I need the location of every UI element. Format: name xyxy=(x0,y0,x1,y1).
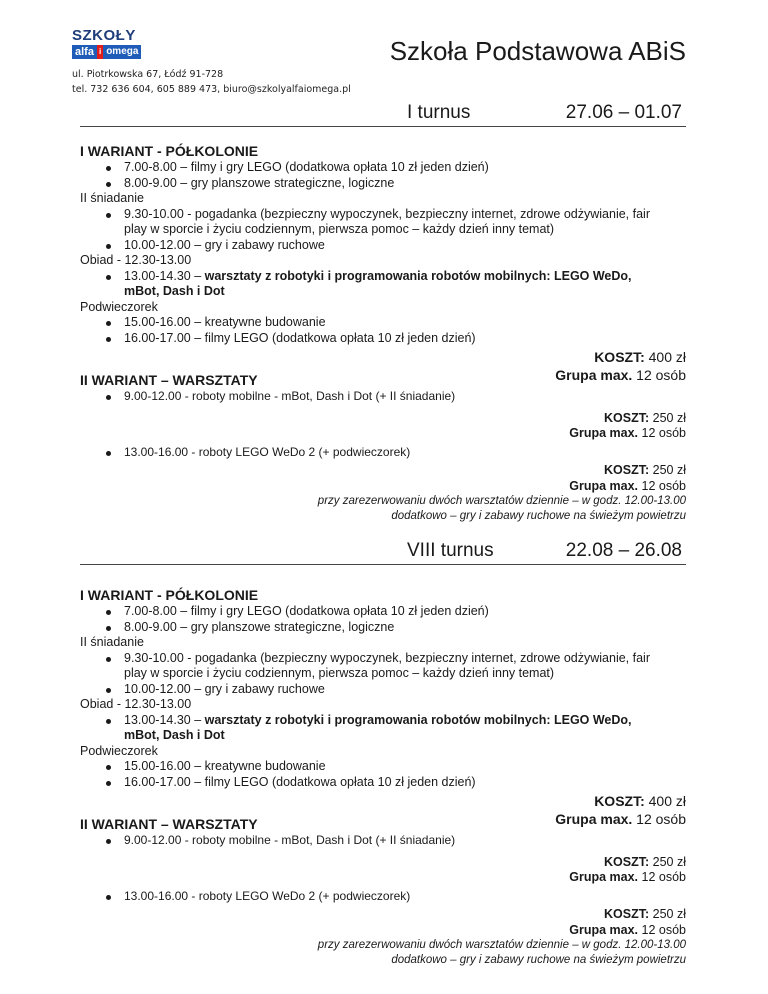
variant-title: I WARIANT - PÓŁKOLONIE xyxy=(80,143,259,159)
group-label: Grupa max. xyxy=(569,870,639,884)
workshop-time: 13.00-14.30 – xyxy=(124,268,205,283)
address-block xyxy=(72,67,351,97)
logo-text-szkoly: SZKOŁY xyxy=(72,27,136,44)
list-item: 8.00-9.00 – gry planszowe strategiczne, logiczne xyxy=(80,620,686,636)
address-contact: tel. 732 636 604, 605 889 473, biuro@szkolyalfaiomega.pl xyxy=(72,84,351,95)
logo-omega: omega xyxy=(103,45,141,59)
cost-value: 250 zł xyxy=(652,463,686,477)
variant-2-section xyxy=(80,815,686,968)
list-item: 8.00-9.00 – gry planszowe strategiczne, logiczne xyxy=(80,176,686,192)
list-item-line: 9.30-10.00 - pogadanka (bezpieczny wypoczynek, bezpieczny internet, zdrowe odżywianie, fair xyxy=(124,206,650,221)
list-item: 16.00-17.00 – filmy LEGO (dodatkowa opłata 10 zł jeden dzień) xyxy=(80,775,686,791)
list-item: 13.00-16.00 - roboty LEGO WeDo 2 (+ podwieczorek) xyxy=(80,889,686,905)
variant-title: II WARIANT – WARSZTATY xyxy=(80,372,258,388)
list-item: 7.00-8.00 – filmy i gry LEGO (dodatkowa opłata 10 zł jeden dzień) xyxy=(80,604,686,620)
cost-value: 400 zł xyxy=(648,793,686,809)
cost-label: KOSZT: xyxy=(604,854,650,869)
cost-line xyxy=(80,907,686,923)
meal-label: II śniadanie xyxy=(80,635,144,649)
school-name: Szkoła Podstawowa ABiS xyxy=(389,36,686,66)
variant-1-section xyxy=(80,142,686,384)
list-item xyxy=(80,713,686,744)
workshop-title: warsztaty z robotyki i programowania robotów mobilnych: LEGO WeDo, xyxy=(204,712,632,727)
cost-label: KOSZT: xyxy=(604,410,650,425)
turn-heading xyxy=(80,102,686,127)
list-item: 13.00-16.00 - roboty LEGO WeDo 2 (+ podwieczorek) xyxy=(80,445,686,461)
group-value: 12 osób xyxy=(641,478,686,493)
turn-heading xyxy=(80,540,686,565)
cost-line xyxy=(80,348,686,366)
cost-label: KOSZT: xyxy=(594,793,645,809)
address-street: ul. Piotrkowska 67, Łódź 91-728 xyxy=(72,69,224,80)
variant-1-section xyxy=(80,586,686,828)
group-line xyxy=(80,923,686,939)
note-line: dodatkowo – gry i zabawy ruchowe na świeżym powietrzu xyxy=(391,954,686,966)
variant-title: I WARIANT - PÓŁKOLONIE xyxy=(80,587,259,603)
cost-label: KOSZT: xyxy=(604,907,650,921)
cost-line xyxy=(80,792,686,810)
list-item-line: 9.30-10.00 - pogadanka (bezpieczny wypoczynek, bezpieczny internet, zdrowe odżywianie, fair xyxy=(124,650,650,665)
group-label: Grupa max. xyxy=(555,367,633,383)
group-value: 12 osób xyxy=(641,426,686,440)
cost-line xyxy=(80,463,686,479)
group-label: Grupa max. xyxy=(569,922,639,937)
group-value: 12 osób xyxy=(636,811,686,827)
list-item: 16.00-17.00 – filmy LEGO (dodatkowa opłata 10 zł jeden dzień) xyxy=(80,331,686,347)
cost-line xyxy=(80,855,686,871)
workshop-time: 13.00-14.30 – xyxy=(124,712,205,727)
group-label: Grupa max. xyxy=(569,426,639,440)
cost-value: 400 zł xyxy=(648,349,686,365)
list-item xyxy=(80,207,686,238)
turn-dates: 22.08 – 26.08 xyxy=(565,540,682,561)
school-logo xyxy=(72,28,142,62)
list-item: 9.00-12.00 - roboty mobilne - mBot, Dash i Dot (+ II śniadanie) xyxy=(80,389,686,405)
meal-label: II śniadanie xyxy=(80,191,144,205)
variant-title: II WARIANT – WARSZTATY xyxy=(80,816,258,832)
list-item xyxy=(80,269,686,300)
group-label: Grupa max. xyxy=(555,811,633,827)
note-line: przy zarezerwowaniu dwóch warsztatów dziennie – w godz. 12.00-13.00 xyxy=(317,939,686,951)
meal-label: Obiad - 12.30-13.00 xyxy=(80,697,192,711)
workshop-title-cont: mBot, Dash i Dot xyxy=(124,728,225,742)
note-line: dodatkowo – gry i zabawy ruchowe na świeżym powietrzu xyxy=(391,510,686,522)
logo-i: i xyxy=(97,45,103,59)
list-item: 10.00-12.00 – gry i zabawy ruchowe xyxy=(80,238,686,254)
turn-dates: 27.06 – 01.07 xyxy=(565,102,682,123)
group-value: 12 osób xyxy=(641,870,686,884)
cost-value: 250 zł xyxy=(652,854,686,869)
turn-name: VIII turnus xyxy=(407,540,494,561)
logo-alfa: alfa xyxy=(72,45,97,59)
list-item xyxy=(80,651,686,682)
group-label: Grupa max. xyxy=(569,478,639,493)
note-line: przy zarezerwowaniu dwóch warsztatów dziennie – w godz. 12.00-13.00 xyxy=(317,495,686,507)
group-line xyxy=(80,426,686,442)
logo-badge xyxy=(72,45,142,59)
cost-value: 250 zł xyxy=(652,907,686,921)
group-value: 12 osób xyxy=(641,922,686,937)
group-value: 12 osób xyxy=(636,367,686,383)
meal-label: Obiad - 12.30-13.00 xyxy=(80,253,192,267)
list-item: 9.00-12.00 - roboty mobilne - mBot, Dash i Dot (+ II śniadanie) xyxy=(80,833,686,849)
meal-label: Podwieczorek xyxy=(80,743,158,758)
cost-value: 250 zł xyxy=(652,410,686,425)
cost-line xyxy=(80,411,686,427)
list-item: 7.00-8.00 – filmy i gry LEGO (dodatkowa opłata 10 zł jeden dzień) xyxy=(80,160,686,176)
group-line xyxy=(80,479,686,495)
list-item-line: play w sporcie i życiu codziennym, pierwsza pomoc – każdy dzień inny temat) xyxy=(124,666,555,680)
meal-label: Podwieczorek xyxy=(80,299,158,314)
workshop-title: warsztaty z robotyki i programowania robotów mobilnych: LEGO WeDo, xyxy=(204,268,632,283)
list-item: 15.00-16.00 – kreatywne budowanie xyxy=(80,759,686,775)
workshop-title-cont: mBot, Dash i Dot xyxy=(124,284,225,298)
list-item: 15.00-16.00 – kreatywne budowanie xyxy=(80,315,686,331)
list-item-line: play w sporcie i życiu codziennym, pierwsza pomoc – każdy dzień inny temat) xyxy=(124,222,555,236)
list-item: 10.00-12.00 – gry i zabawy ruchowe xyxy=(80,682,686,698)
cost-label: KOSZT: xyxy=(594,349,645,365)
turn-name: I turnus xyxy=(407,102,471,123)
variant-2-section xyxy=(80,371,686,524)
cost-label: KOSZT: xyxy=(604,463,650,477)
group-line xyxy=(80,870,686,886)
